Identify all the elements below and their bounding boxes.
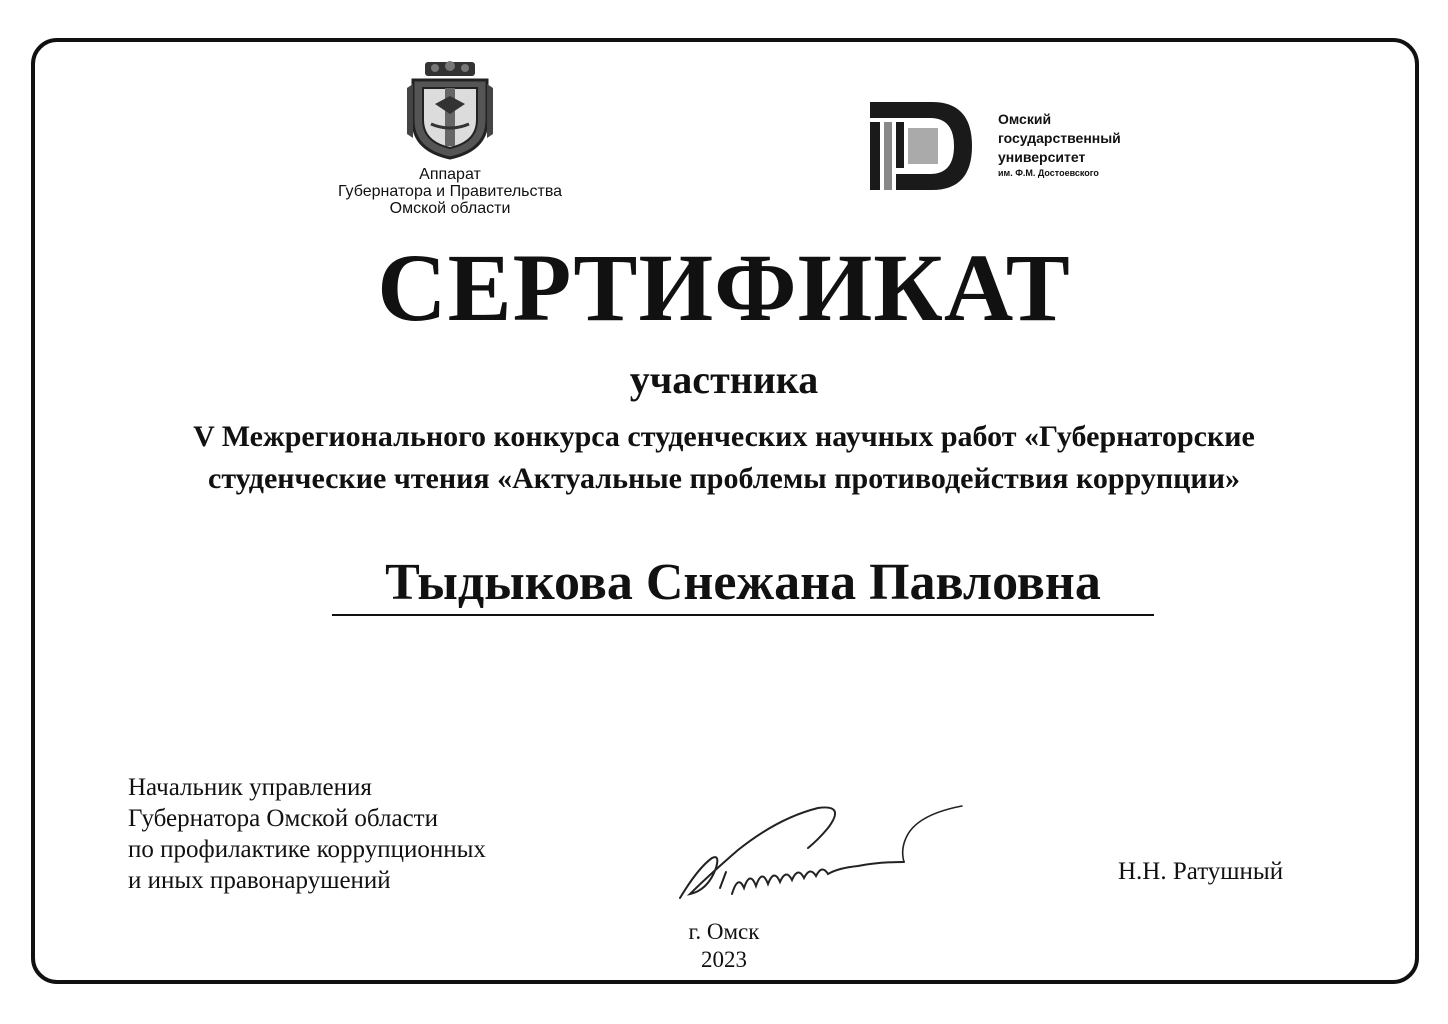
city: г. Омск [688, 919, 760, 944]
position-line: по профилактике коррупционных [128, 836, 486, 863]
signer-name: Н.Н. Ратушный [1118, 858, 1284, 885]
government-header [300, 58, 600, 217]
event-line: V Межрегионального конкурса студенческих научных работ «Губернаторские [193, 420, 1255, 453]
signature-icon [668, 798, 968, 908]
recipient-name: Тыдыкова Снежана Павловна [385, 554, 1101, 611]
gov-caption-line: Аппарат [419, 166, 481, 183]
issue-place [624, 918, 824, 974]
position-line: и иных правонарушений [128, 867, 391, 894]
year: 2023 [701, 947, 747, 972]
government-caption [300, 166, 600, 217]
university-name-small: им. Ф.М. Достоевского [998, 168, 1099, 178]
signer-position [128, 772, 486, 896]
position-line: Губернатора Омской области [128, 805, 438, 832]
university-name [998, 110, 1121, 179]
recipient-name-line [332, 552, 1154, 616]
university-name-line: государственный [998, 130, 1121, 146]
position-line: Начальник управления [128, 774, 372, 801]
certificate-subtitle: участника [629, 357, 819, 402]
event-description [100, 416, 1348, 500]
gov-caption-line: Омской области [389, 200, 511, 217]
university-name-line: Омский [998, 111, 1052, 127]
gov-caption-line: Губернатора и Правительства [337, 183, 563, 200]
certificate-title: СЕРТИФИКАТ [377, 234, 1071, 341]
omsk-coat-of-arms-icon [405, 58, 495, 162]
omsu-logo-icon [866, 98, 976, 194]
university-name-line: университет [998, 149, 1086, 165]
event-line: студенческие чтения «Актуальные проблемы противодействия коррупции» [208, 462, 1240, 495]
